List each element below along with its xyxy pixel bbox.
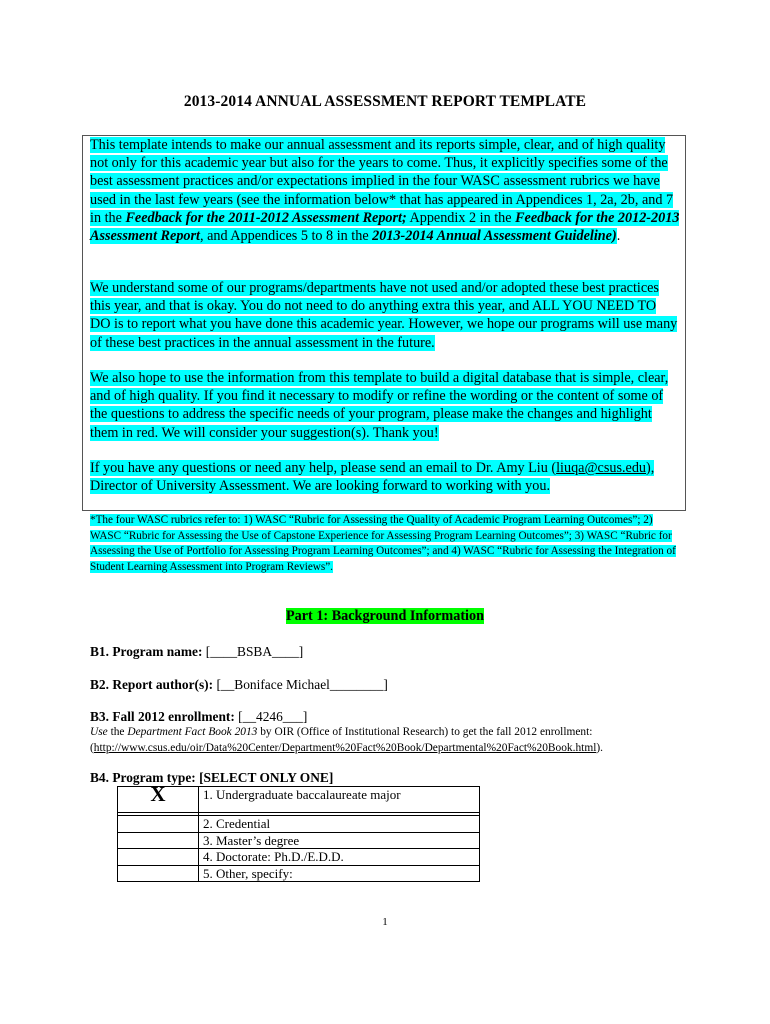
page-number: 1 — [382, 916, 388, 928]
part1-heading: Part 1: Background Information — [286, 608, 484, 624]
program-type-table — [117, 782, 480, 882]
b3-note: Use the Department Fact Book 2013 by OIR (Office of Institutional Research) to get the fall 2012 enrollment: (http://www.csus.edu/oir/Data%20Center/Department%20Fact%20Book/Departmental%20Fact%20Book.html). — [90, 726, 604, 754]
checkbox-cell-3[interactable] — [118, 832, 199, 849]
b4-program-type-label: B4. Program type: [SELECT ONLY ONE] — [90, 770, 334, 785]
program-type-option-1: 1. Undergraduate baccalaureate major — [199, 787, 480, 813]
program-type-option-5: 5. Other, specify: — [199, 865, 480, 882]
enrollment-value[interactable]: [__4246___] — [234, 709, 308, 724]
footnote: *The four WASC rubrics refer to: 1) WASC “Rubric for Assessing the Quality of Academic Program Learning Outcomes”; 2) WASC “Rubric for Assessing the Use of Capstone Experience for Assessing Program Learning Outcomes”; 3) WASC “Rubric for Assessing the Use of Portfolio for Assessing Program Learning Outcomes”; and 4) WASC “Rubric for Assessing the Integration of Student Learning Assessment into Program Reviews”. — [90, 514, 676, 573]
document-title: 2013-2014 ANNUAL ASSESSMENT REPORT TEMPLATE — [183, 93, 587, 110]
program-name-value[interactable]: [____BSBA____] — [202, 644, 304, 659]
intro-paragraph-2: We understand some of our programs/departments have not used and/or adopted these best practices this year, and that is okay. You do not need to do anything extra this year, and ALL YOU NEED TO DO is to report what you have done this academic year. However, we hope our programs will use many of these best practices in the annual assessment in the future. — [90, 280, 678, 351]
intro-paragraph-3: We also hope to use the information from this template to build a digital database that is simple, clear, and of high quality. If you find it necessary to modify or refine the wording or the content of some of the questions to address the specific needs of your program, please make the changes and highlight them in red. We will consider your suggestion(s). Thank you! — [90, 370, 669, 441]
program-type-option-4: 4. Doctorate: Ph.D./E.D.D. — [199, 849, 480, 866]
b2-report-authors: B2. Report author(s): [__Boniface Michael________] — [90, 677, 388, 692]
checkbox-cell-5[interactable] — [118, 865, 199, 882]
program-type-option-3: 3. Master’s degree — [199, 832, 480, 849]
intro-paragraph-4: If you have any questions or need any help, please send an email to Dr. Amy Liu (liuqa@csus.edu), Director of University Assessment. We are looking forward to working with you. — [90, 460, 655, 495]
checkbox-cell-2[interactable] — [118, 816, 199, 833]
b1-program-name: B1. Program name: [____BSBA____] — [90, 644, 304, 659]
b3-enrollment: B3. Fall 2012 enrollment: [__4246___] — [90, 709, 308, 724]
email-link[interactable]: liuqa@csus.edu — [556, 460, 647, 476]
fact-book-link[interactable]: http://www.csus.edu/oir/Data%20Center/Department%20Fact%20Book/Departmental%20Fact%20Book.html — [93, 742, 597, 754]
selected-mark[interactable]: X — [118, 787, 199, 813]
program-type-option-2: 2. Credential — [199, 816, 480, 833]
intro-paragraph-1: This template intends to make our annual assessment and its reports simple, clear, and of high quality not only for this academic year but also for the years to come. Thus, it explicitly specifies some of the best assessment practices and/or expectations implied in the four WASC assessment rubrics we have used in the last few years (see the information below* that has appeared in Appendices 1, 2a, 2b, and 7 in the Feedback for the 2011-2012 Assessment Report; Appendix 2 in the Feedback for the 2012-2013 Assessment Report, and Appendices 5 to 8 in the 2013-2014 Annual Assessment Guideline). — [90, 137, 680, 245]
checkbox-cell-4[interactable] — [118, 849, 199, 866]
report-authors-value[interactable]: [__Boniface Michael________] — [213, 677, 388, 692]
